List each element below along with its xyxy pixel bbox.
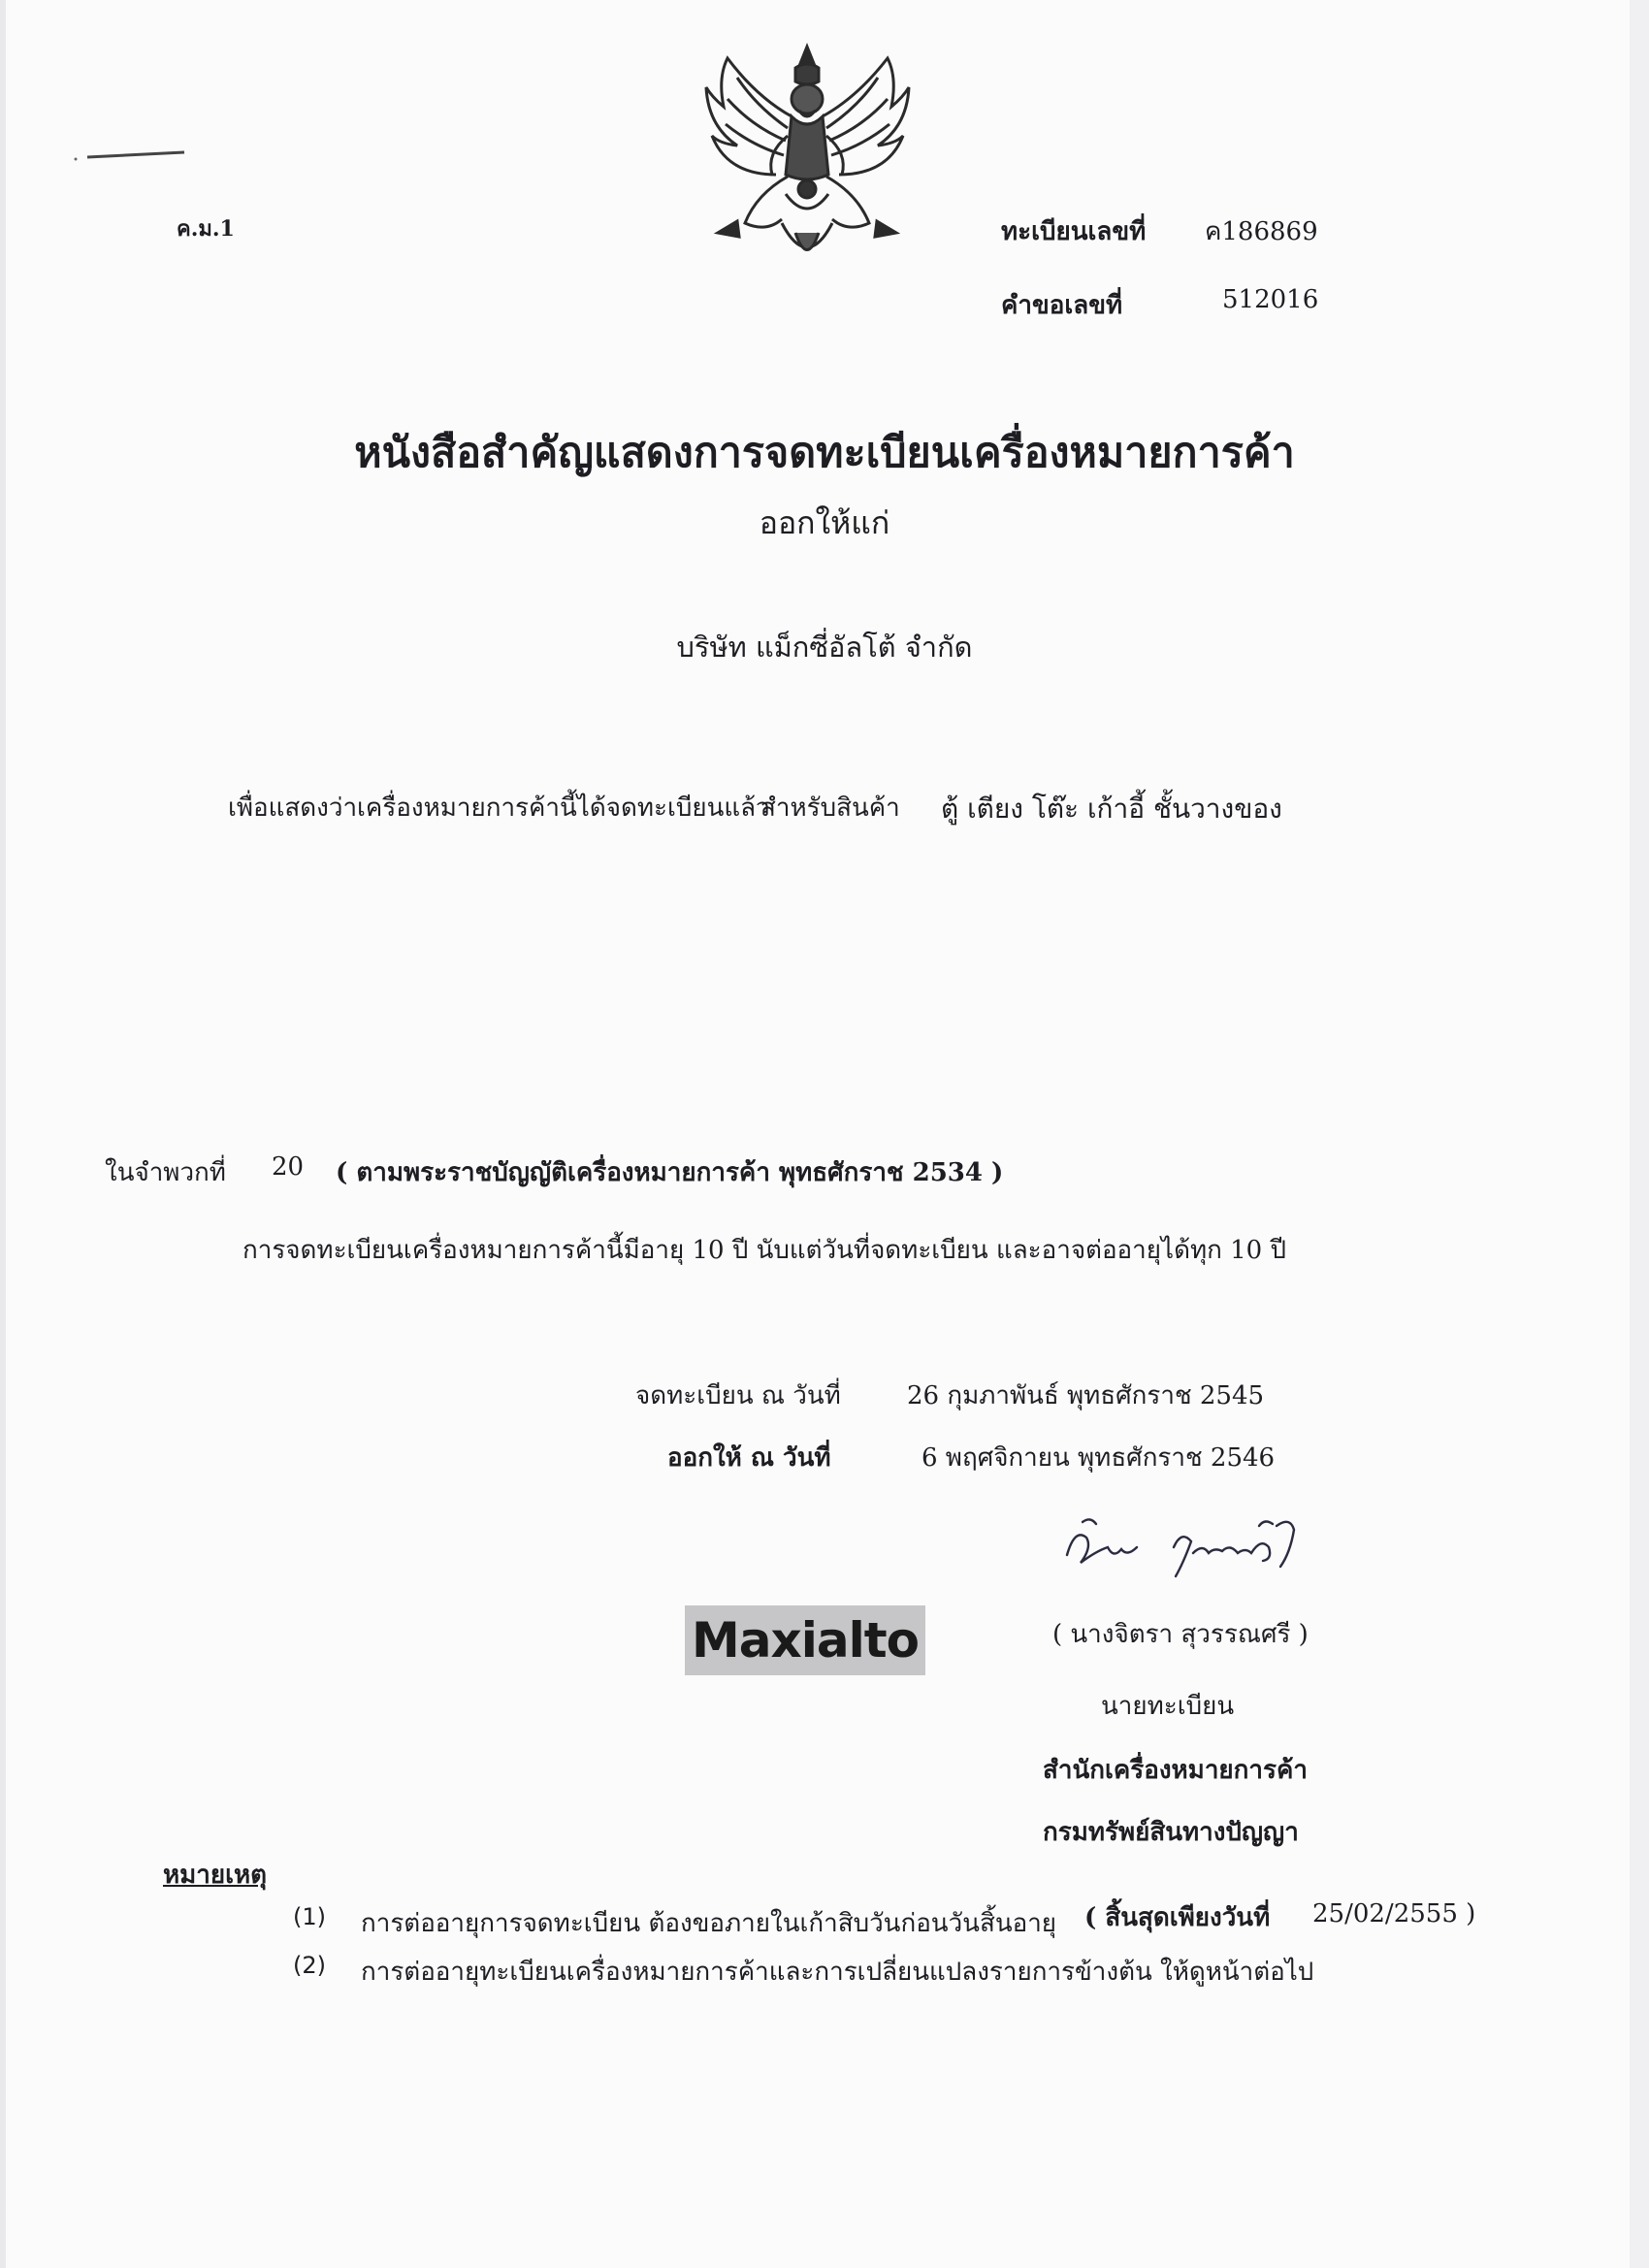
issued-date-label: ออกให้ ณ วันที่: [667, 1443, 831, 1473]
application-no-label: คำขอเลขที่: [1001, 291, 1123, 320]
trademark-act: ( ตามพระราชบัญญัติเครื่องหมายการค้า พุทธศักราช 2534 ): [336, 1158, 1004, 1187]
issued-to-label: ออกให้แก่: [759, 504, 890, 541]
registration-statement: เพื่อแสดงว่าเครื่องหมายการค้านี้ได้จดทะเบียนแล้ว: [228, 794, 770, 823]
pen-mark: [70, 146, 186, 163]
class-number: 20: [272, 1152, 305, 1182]
registrar-position: นายทะเบียน: [1101, 1692, 1235, 1721]
remark-1-text: การต่ออายุการจดทะเบียน ต้องขอภายในเก้าสิบวันก่อนวันสิ้นอายุ: [361, 1909, 1057, 1938]
remarks-heading: หมายเหตุ: [163, 1861, 268, 1890]
owner-name: บริษัท แม็กซี่อัลโต้ จำกัด: [676, 631, 973, 664]
registrar-name: ( นางจิตรา สุวรรณศรี ): [1052, 1620, 1309, 1649]
garuda-emblem-icon: [698, 39, 917, 276]
department-name: กรมทรัพย์สินทางปัญญา: [1043, 1818, 1299, 1847]
remark-2-text: การต่ออายุทะเบียนเครื่องหมายการค้าและการเปลี่ยนแปลงรายการข้างต้น ให้ดูหน้าต่อไป: [361, 1958, 1314, 1987]
for-goods-label: สำหรับสินค้า: [760, 794, 900, 823]
form-code: ค.ม.1: [177, 216, 235, 242]
remark-1-number: (1): [293, 1903, 326, 1930]
validity-text: การจดทะเบียนเครื่องหมายการค้านี้มีอายุ 10 ปี นับแต่วันที่จดทะเบียน และอาจต่ออายุได้ทุก 10 ปี: [242, 1236, 1286, 1265]
issued-date: 6 พฤศจิกายน พุทธศักราช 2546: [922, 1443, 1276, 1473]
registered-date: 26 กุมภาพันธ์ พุทธศักราช 2545: [907, 1381, 1265, 1410]
application-no: 512016: [1222, 285, 1319, 314]
class-label: ในจำพวกที่: [105, 1158, 226, 1187]
trademark-logo: [685, 1605, 925, 1675]
expiry-date: 25/02/2555 ): [1312, 1899, 1476, 1928]
certificate-title: หนังสือสำคัญแสดงการจดทะเบียนเครื่องหมายการค้า: [354, 429, 1295, 477]
registration-no-label: ทะเบียนเลขที่: [1001, 217, 1147, 246]
office-name: สำนักเครื่องหมายการค้า: [1043, 1756, 1308, 1785]
trademark-logo-text: Maxialto: [691, 1612, 920, 1669]
registrar-signature: [1057, 1508, 1310, 1586]
goods-list: ตู้ เตียง โต๊ะ เก้าอี้ ชั้นวางของ: [941, 793, 1282, 825]
remark-2-number: (2): [293, 1952, 326, 1979]
expiry-label: ( สิ้นสุดเพียงวันที่: [1084, 1903, 1271, 1932]
registration-no: ค186869: [1205, 217, 1318, 246]
right-page-edge: [1630, 0, 1649, 2268]
registered-date-label: จดทะเบียน ณ วันที่: [635, 1381, 841, 1410]
left-page-edge: [0, 0, 6, 2268]
